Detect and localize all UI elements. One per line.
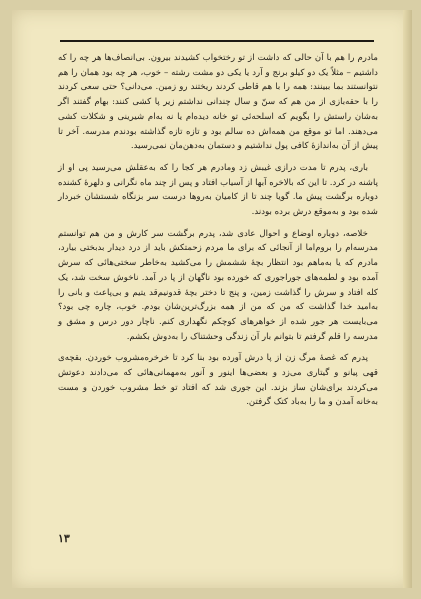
page-edge-shadow (403, 10, 412, 588)
paragraph-2: باری، پدرم تا مدت درازی غیبش زد و‌مادرم هر کجا را که به‌عقلش می‌رسید پی او از پاشنه در کرد. تا این که بالاخره آبها از آسیاب افتاد و پس از چند ماه نگرانی و دلهرهٔ کشنده دوباره برگشت پیش ما. گویا چند تا از کامیان به‌روها درست سر بزنگاه شستشان خبردار شده بود و به‌موقع درش برده بودند. (58, 162, 378, 218)
header-rule (60, 40, 374, 42)
paragraph-1: مادرم را هم با آن حالی که داشت از تو رختخواب کشیدند بیرون. بی‌انصاف‌ها هر چه را که داشتیم – مثلاً یک دو کیلو برنج و آرد یا یکی دو مشت رشته – خوب، هر چه بود همان را هم نتوانستند بما ببینند: همه را با هم قاطی کردند ریختند رو زمین. می‌دانی؟ حتی سعی کردند را با حقه‌بازی از من هم که سنّ و سال چندانی نداشتم زیر پا کشی کنند: بهام گفتند اگر به‌شان راستش را بگویم که اسلحه‌ئی تو خانه دیده‌ام یا نه به‌ام شیرینی و شکلات کشی می‌دهند. اما تو موقع من همه‌اش ده سالم بود و تازه تازه گذاشته بودندم مدرسه. آخر تا پیش از آن به‌اندازهٔ کافی پول نداشتیم و دستمان به‌دهن‌مان نمی‌رسید. (58, 53, 378, 152)
paragraph-4: پدرم که غصهٔ مرگ زن از پا درش آورده بود بنا کرد تا خرخره‌مشروب خوردن. بقچه‌ی قهی پیانو و گیتاری می‌زد و بعضی‌ها اینور و آنور به‌مهمانی‌هائی که می‌دادند دعوتش می‌کردند برای‌شان ساز بزند. این جوری شد که افتاد تو خط مشروب خوردن و مست به‌خانه آمدن و ما را به‌باد کتک گرفتن. (58, 353, 378, 408)
page-number: ۱۳ (58, 532, 70, 545)
body-text (58, 51, 378, 417)
book-page (12, 10, 412, 588)
paragraph-3: خلاصه، دوباره اوضاع و احوال عادی شد، پدرم برگشت سر کارش و من هم توانستم مدرسه‌ام را بروم‌اما از آنجائی که برای ما مردم زحمتکش باید از درد دیدار بدبختی بیارد، مادرم که یا به‌ماهم بود‌ ‌انتظار بچهٔ ششمش را می‌کشید به‌خاطر سختی‌هائی که سرش آمده بود و لطمه‌های جوراجوری که خورده بود ناگهان از پا در آمد. ناخوش سخت شد، یک کله افتاد و سرش را گذاشت زمین، و پنج تا دختر بچهٔ قدونیم‌قد یتیم و بی‌پاعث و بانی را به‌امید خدا گذاشت که من که من از همه بزرگ‌ترین‌شان بودم. خوب، چاره چی بود؟ می‌بایست هر جور شده از خواهرهای کوچکم نگهداری کنم. ناچار دور درس و مشق و مدرسه را قلم گرفتم تا بتوانم بار آن زندگی وحشتناک را به‌دوش بکشم. (58, 228, 378, 342)
